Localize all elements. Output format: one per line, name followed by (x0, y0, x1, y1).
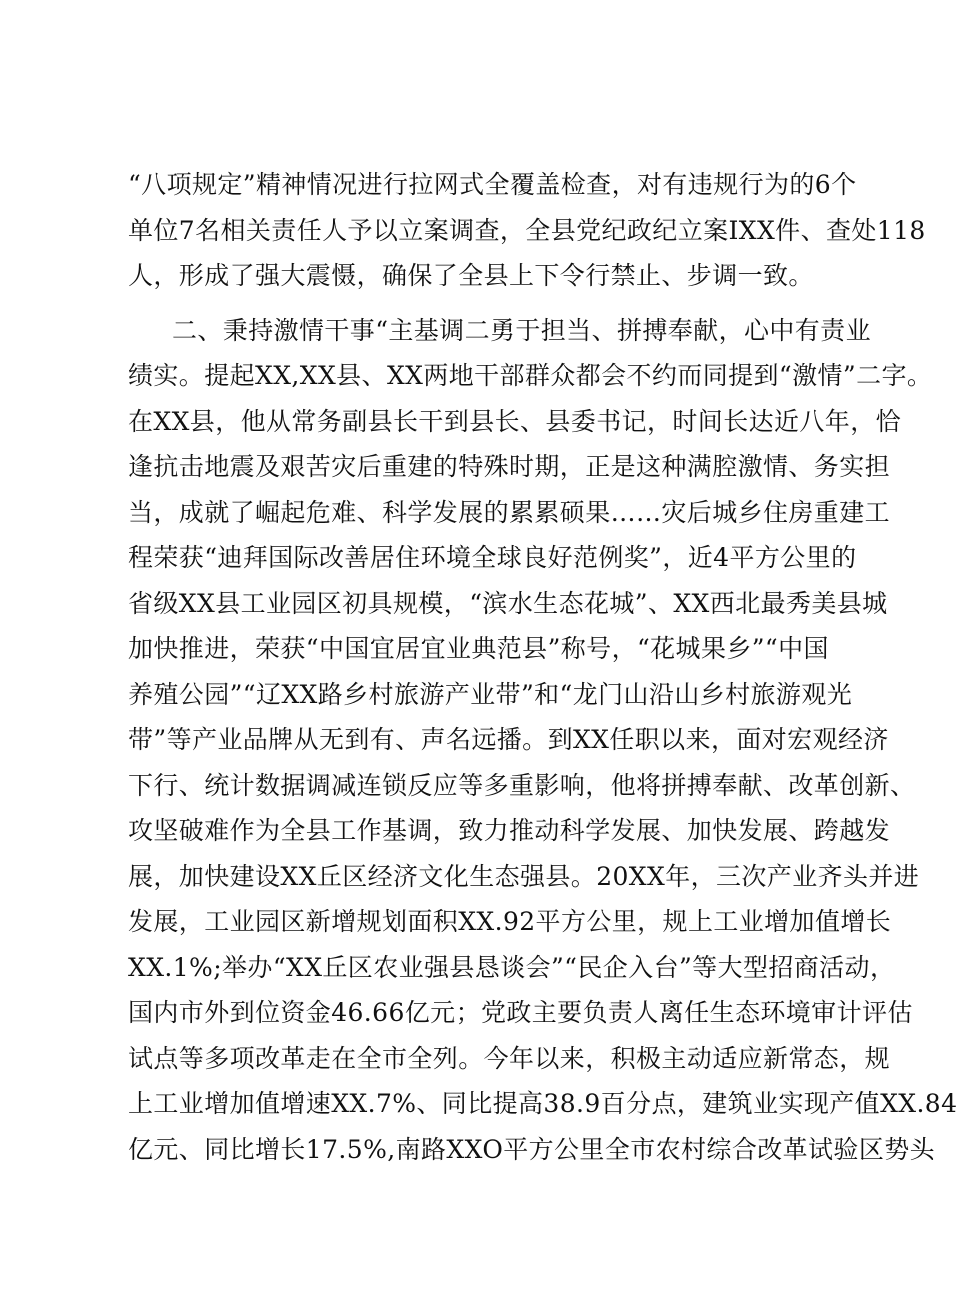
text-line: 养殖公园”“辽XX路乡村旅游产业带”和“龙门山沿山乡村旅游观光 (128, 679, 853, 709)
text-line: 单位7名相关责任人予以立案调查，全县党纪政纪立案IXX件、查处118 (128, 215, 926, 245)
text-line: 加快推进，荣获“中国宜居宜业典范县”称号，“花城果乡”“中国 (128, 634, 829, 663)
text-line: 逢抗击地震及艰苦灾后重建的特殊时期，正是这种满腔激情、务实担 (128, 452, 891, 481)
text-line: XX.1%;举办“XX丘区农业强县恳谈会”“民企入台”等大型招商活动， (128, 952, 896, 982)
text-line: 展，加快建设XX丘区经济文化生态强县。20XX年，三次产业齐头并进 (128, 861, 920, 891)
text-line: 上工业增加值增速XX.7%、同比提高38.9百分点，建筑业实现产值XX.84 (128, 1089, 957, 1118)
text-line: 在XX县，他从常务副县长干到县长、县委书记，时间长达近八年，恰 (128, 406, 901, 436)
text-line: 省级XX县工业园区初具规模，“滨水生态花城”、XX西北最秀美县城 (128, 588, 888, 618)
text-line: 试点等多项改革走在全市全列。今年以来，积极主动适应新常态，规 (128, 1043, 891, 1073)
text-line: 国内市外到位资金46.66亿元；党政主要负责人离任生态环境审计评估 (128, 998, 913, 1027)
text-line: 下行、统计数据调减连锁反应等多重影响，他将拼搏奉献、改革创新、 (128, 770, 916, 800)
text-line: 程荣获“迪拜国际改善居住环境全球良好范例奖”，近4平方公里的 (128, 543, 857, 572)
text-line: 绩实。提起XX,XX县、XX两地干部群众都会不约而同提到“激情”二字。 (128, 361, 933, 390)
text-line: 亿元、同比增长17.5%,南路XXO平方公里全市农村综合改革试验区势头 (128, 1134, 936, 1164)
paragraph-first-line: 二、秉持激情干事“主基调二勇于担当、拼搏奉献，心中有责业 (172, 315, 871, 345)
text-line: 带”等产业品牌从无到有、声名远播。到XX任职以来，面对宏观经济 (128, 725, 889, 754)
text-line: 发展，工业园区新增规划面积XX.92平方公里，规上工业增加值增长 (128, 907, 892, 936)
text-line: “八项规定”精神情况进行拉网式全覆盖检查，对有违规行为的6个 (128, 170, 857, 199)
body-text (128, 162, 957, 1172)
text-line: 人，形成了强大震慑，确保了全县上下令行禁止、步调一致。 (128, 261, 814, 290)
text-line: 当，成就了崛起危难、科学发展的累累硕果……灾后城乡住房重建工 (128, 497, 891, 527)
text-line: 攻坚破难作为全县工作基调，致力推动科学发展、加快发展、跨越发 (128, 816, 891, 845)
